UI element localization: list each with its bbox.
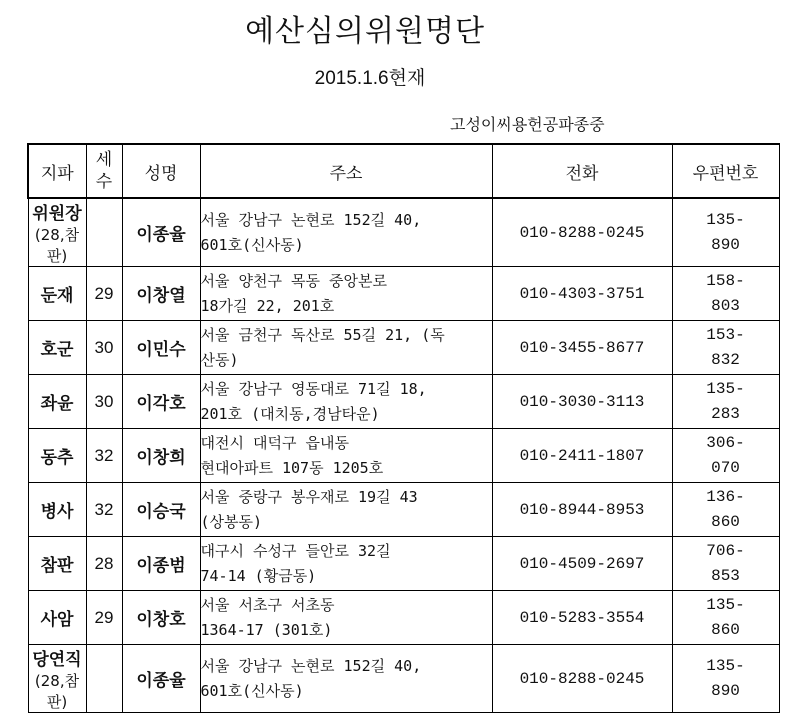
address-line-2: 18가길 22, 201호 bbox=[200, 296, 335, 315]
table-row bbox=[28, 645, 779, 713]
cell-zip bbox=[672, 645, 779, 713]
cell-branch bbox=[28, 375, 86, 429]
document-title: 예산심의위원명단 bbox=[245, 14, 485, 49]
zip-part-2: 283 bbox=[711, 404, 740, 423]
table-row bbox=[28, 483, 779, 537]
organization-name: 고성이씨용헌공파종중 bbox=[450, 115, 605, 134]
cell-zip bbox=[672, 375, 779, 429]
cell-generation: 32 bbox=[86, 483, 122, 537]
header-generation-bottom: 수 bbox=[95, 172, 113, 192]
committee-roster-table bbox=[27, 143, 780, 713]
header-generation-top: 세 bbox=[95, 150, 113, 170]
zip-part-2: 832 bbox=[711, 350, 740, 369]
cell-phone: 010-5283-3554 bbox=[492, 591, 672, 645]
cell-branch bbox=[28, 198, 86, 267]
cell-branch bbox=[28, 645, 86, 713]
header-branch: 지파 bbox=[28, 144, 86, 198]
address-line-2: 74-14 (황금동) bbox=[200, 566, 317, 585]
address-line-1: 서울 중랑구 봉우재로 19길 43 bbox=[200, 487, 418, 506]
header-generation bbox=[86, 144, 122, 198]
table-row bbox=[28, 429, 779, 483]
cell-zip bbox=[672, 267, 779, 321]
zip-part-1: 135- bbox=[706, 210, 745, 229]
address-line-1: 서울 금천구 독산로 55길 21, (독 bbox=[200, 325, 445, 344]
cell-name: 이창희 bbox=[122, 429, 200, 483]
cell-zip bbox=[672, 591, 779, 645]
branch-sub-label: (28,참판) bbox=[34, 672, 80, 711]
cell-zip bbox=[672, 483, 779, 537]
zip-part-1: 135- bbox=[706, 379, 745, 398]
cell-phone: 010-2411-1807 bbox=[492, 429, 672, 483]
cell-zip bbox=[672, 321, 779, 375]
header-address: 주소 bbox=[200, 144, 492, 198]
cell-branch bbox=[28, 321, 86, 375]
cell-name: 이승국 bbox=[122, 483, 200, 537]
address-line-1: 대구시 수성구 들안로 32길 bbox=[200, 541, 391, 560]
zip-part-1: 136- bbox=[706, 487, 745, 506]
cell-name: 이민수 bbox=[122, 321, 200, 375]
cell-generation: 30 bbox=[86, 375, 122, 429]
cell-branch bbox=[28, 483, 86, 537]
zip-part-2: 890 bbox=[711, 235, 740, 254]
cell-generation bbox=[86, 198, 122, 267]
table-row bbox=[28, 591, 779, 645]
table-row bbox=[28, 198, 779, 267]
address-line-2: 산동) bbox=[200, 350, 239, 369]
cell-zip bbox=[672, 429, 779, 483]
cell-address bbox=[200, 321, 492, 375]
cell-address bbox=[200, 375, 492, 429]
zip-part-2: 803 bbox=[711, 296, 740, 315]
cell-name: 이종율 bbox=[122, 198, 200, 267]
zip-part-1: 135- bbox=[706, 656, 745, 675]
cell-name: 이종범 bbox=[122, 537, 200, 591]
cell-address bbox=[200, 645, 492, 713]
zip-part-2: 890 bbox=[711, 681, 740, 700]
header-name: 성명 bbox=[122, 144, 200, 198]
cell-address bbox=[200, 537, 492, 591]
cell-generation: 30 bbox=[86, 321, 122, 375]
cell-address bbox=[200, 591, 492, 645]
address-line-2: 601호(신사동) bbox=[200, 235, 304, 254]
address-line-1: 서울 강남구 논현로 152길 40, bbox=[200, 656, 422, 675]
zip-part-2: 860 bbox=[711, 512, 740, 531]
address-line-1: 대전시 대덕구 읍내동 bbox=[200, 433, 349, 452]
table-row bbox=[28, 267, 779, 321]
cell-generation: 29 bbox=[86, 267, 122, 321]
cell-address bbox=[200, 429, 492, 483]
cell-phone: 010-4303-3751 bbox=[492, 267, 672, 321]
cell-phone: 010-8288-0245 bbox=[492, 645, 672, 713]
address-line-2: 601호(신사동) bbox=[200, 681, 304, 700]
cell-address bbox=[200, 267, 492, 321]
cell-address bbox=[200, 483, 492, 537]
branch-sub-label: (28,참판) bbox=[34, 226, 80, 265]
cell-phone: 010-8944-8953 bbox=[492, 483, 672, 537]
zip-part-1: 306- bbox=[706, 433, 745, 452]
address-line-1: 서울 강남구 영동대로 71길 18, bbox=[200, 379, 427, 398]
zip-part-2: 070 bbox=[711, 458, 740, 477]
branch-label: 둔재 bbox=[40, 286, 74, 306]
header-phone: 전화 bbox=[492, 144, 672, 198]
cell-zip bbox=[672, 537, 779, 591]
table-header-row bbox=[28, 144, 779, 198]
cell-branch bbox=[28, 267, 86, 321]
table-row bbox=[28, 537, 779, 591]
zip-part-2: 860 bbox=[711, 620, 740, 639]
cell-name: 이각호 bbox=[122, 375, 200, 429]
address-line-2: 1364-17 (301호) bbox=[200, 620, 333, 639]
cell-phone: 010-4509-2697 bbox=[492, 537, 672, 591]
address-line-1: 서울 양천구 목동 중앙본로 bbox=[200, 271, 387, 290]
zip-part-1: 706- bbox=[706, 541, 745, 560]
branch-label: 병사 bbox=[40, 502, 74, 522]
zip-part-1: 158- bbox=[706, 271, 745, 290]
document-date: 2015.1.6현재 bbox=[314, 68, 426, 89]
table-row bbox=[28, 375, 779, 429]
branch-label: 당연직 bbox=[32, 650, 82, 670]
cell-branch bbox=[28, 537, 86, 591]
cell-address bbox=[200, 198, 492, 267]
cell-generation: 32 bbox=[86, 429, 122, 483]
cell-name: 이창열 bbox=[122, 267, 200, 321]
cell-phone: 010-3030-3113 bbox=[492, 375, 672, 429]
cell-generation: 29 bbox=[86, 591, 122, 645]
cell-branch bbox=[28, 591, 86, 645]
branch-label: 참판 bbox=[40, 556, 74, 576]
cell-zip bbox=[672, 198, 779, 267]
branch-label: 호군 bbox=[40, 340, 74, 360]
branch-label: 좌윤 bbox=[40, 394, 74, 414]
address-line-2: 현대아파트 107동 1205호 bbox=[200, 458, 384, 477]
address-line-2: 201호 (대치동,경남타운) bbox=[200, 404, 380, 423]
cell-phone: 010-3455-8677 bbox=[492, 321, 672, 375]
address-line-1: 서울 서초구 서초동 bbox=[200, 595, 335, 614]
cell-phone: 010-8288-0245 bbox=[492, 198, 672, 267]
cell-generation bbox=[86, 645, 122, 713]
address-line-1: 서울 강남구 논현로 152길 40, bbox=[200, 210, 422, 229]
cell-generation: 28 bbox=[86, 537, 122, 591]
header-zip: 우편번호 bbox=[672, 144, 779, 198]
cell-branch bbox=[28, 429, 86, 483]
zip-part-1: 153- bbox=[706, 325, 745, 344]
branch-label: 위원장 bbox=[32, 204, 82, 224]
cell-name: 이창호 bbox=[122, 591, 200, 645]
zip-part-2: 853 bbox=[711, 566, 740, 585]
branch-label: 동추 bbox=[40, 448, 74, 468]
cell-name: 이종율 bbox=[122, 645, 200, 713]
address-line-2: (상봉동) bbox=[200, 512, 263, 531]
table-row bbox=[28, 321, 779, 375]
branch-label: 사암 bbox=[40, 610, 74, 630]
zip-part-1: 135- bbox=[706, 595, 745, 614]
